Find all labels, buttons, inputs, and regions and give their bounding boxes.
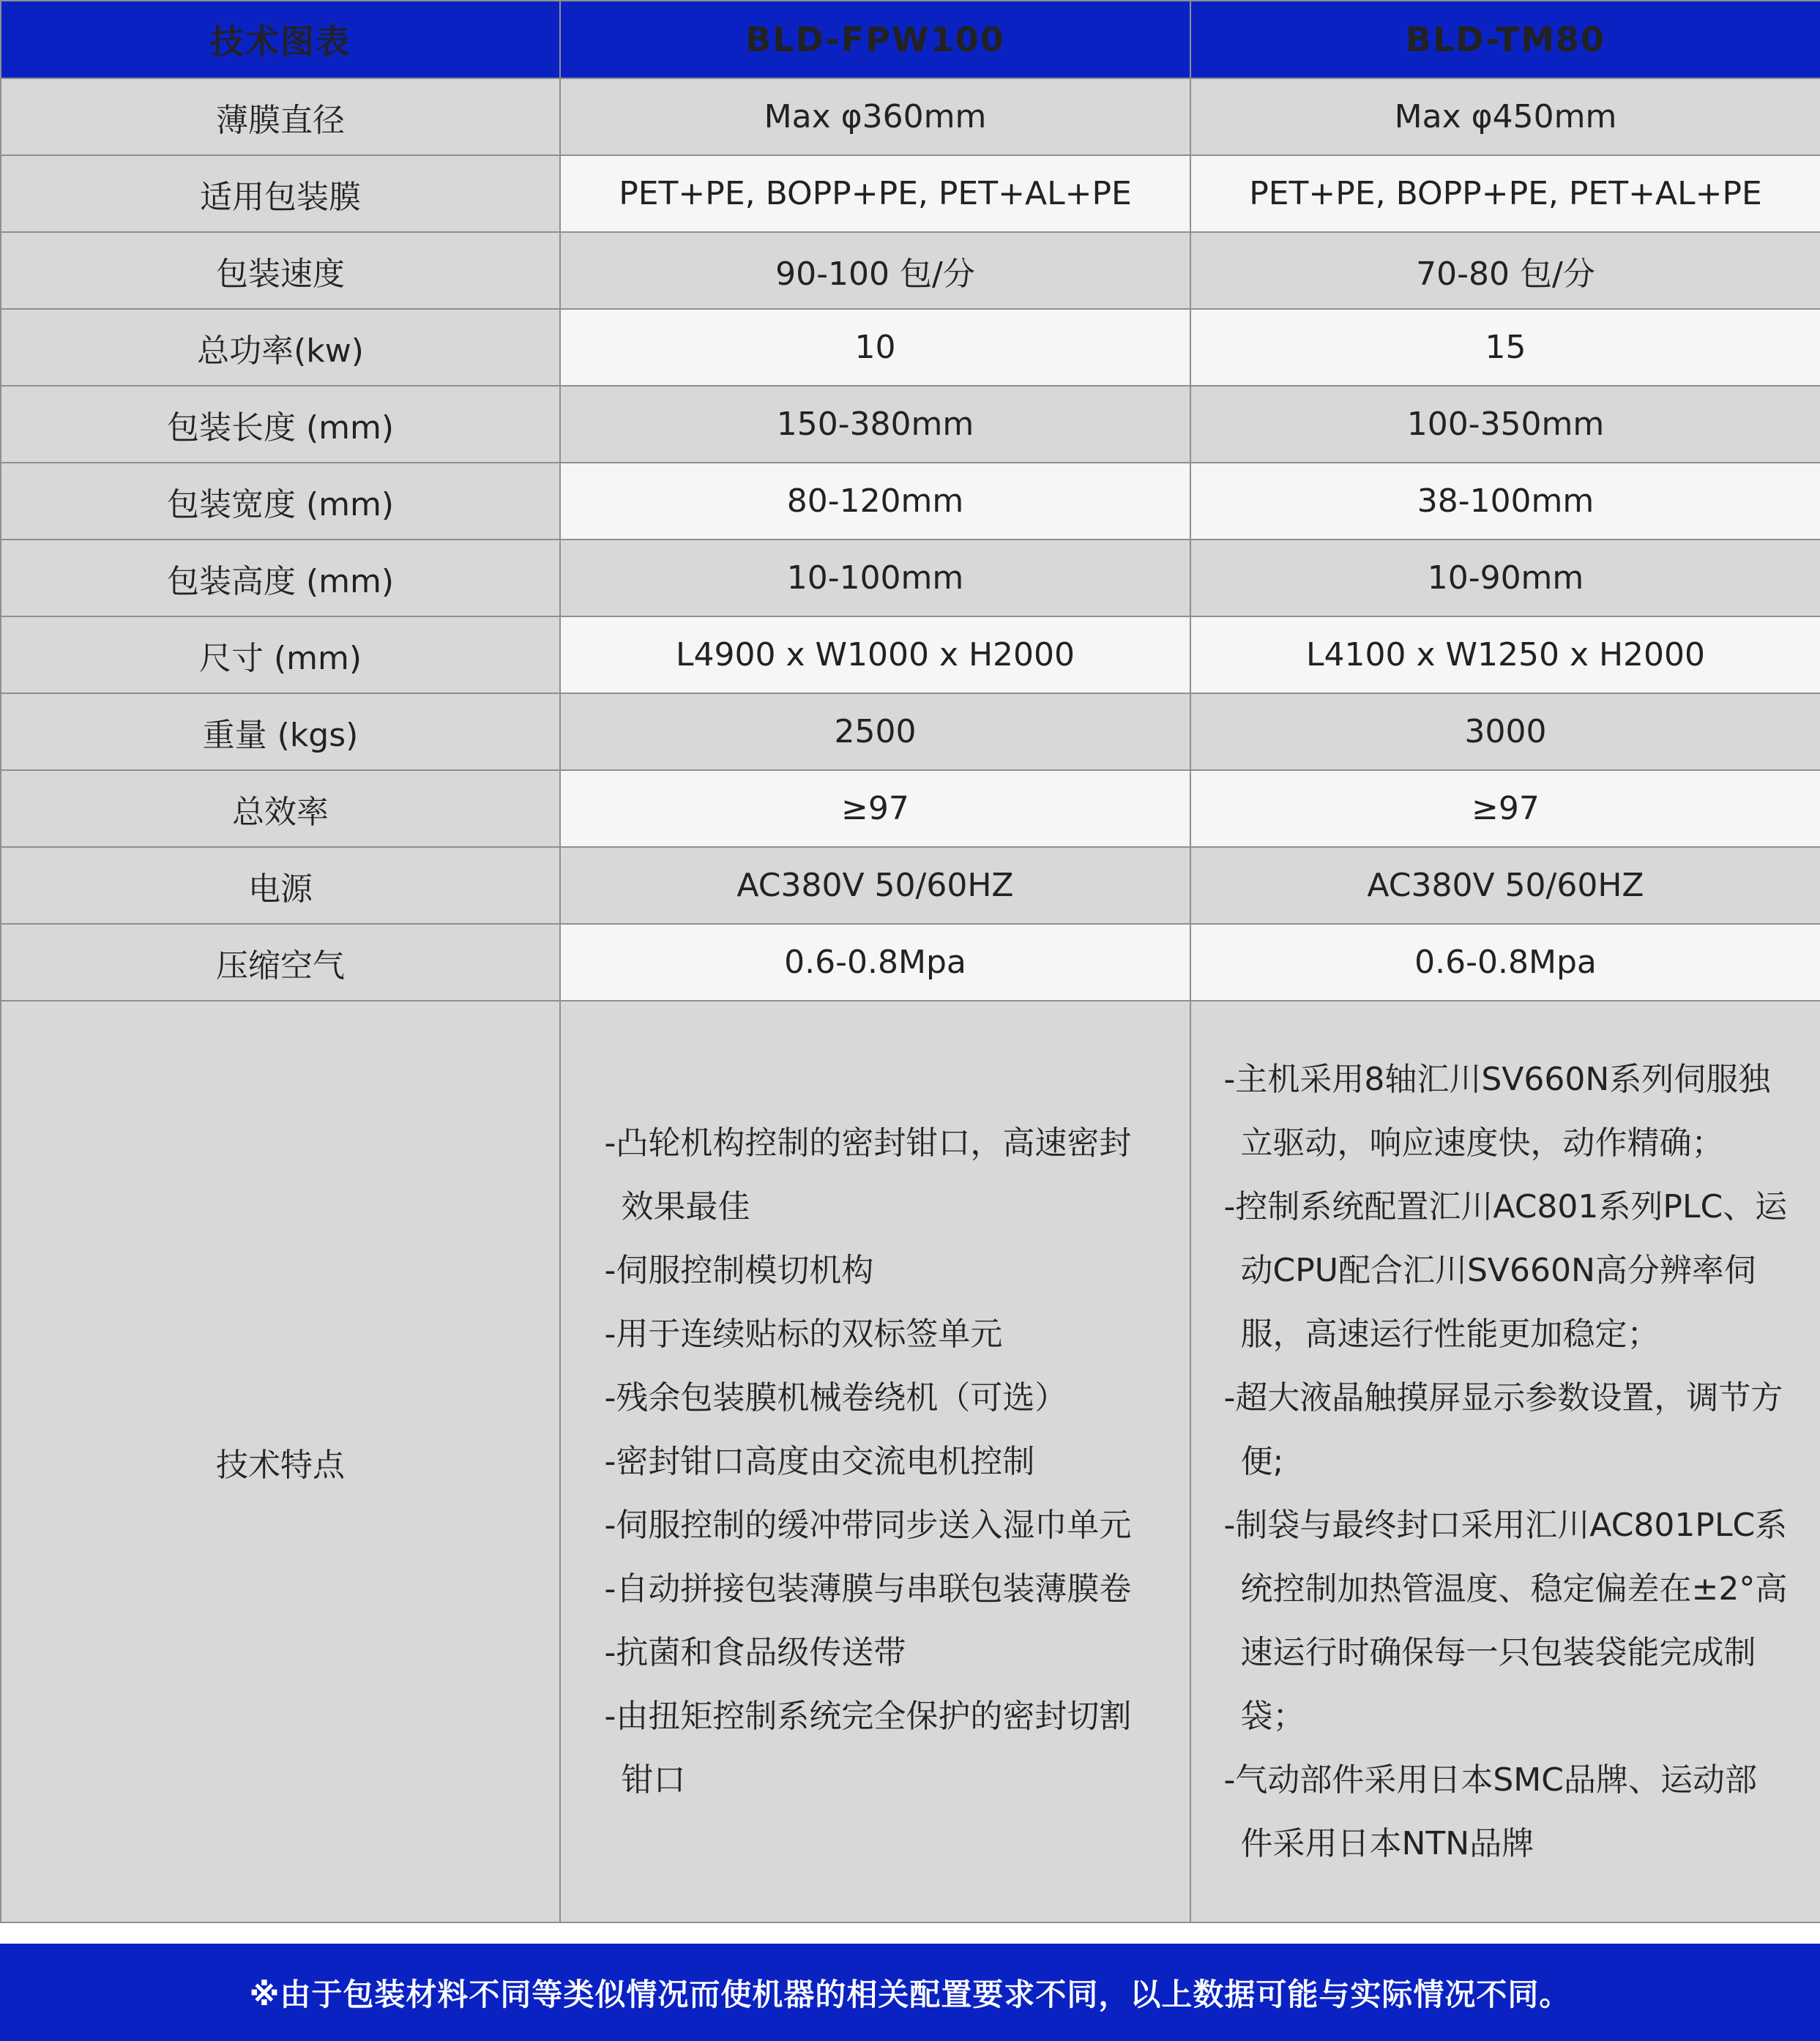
table-row-width (1, 463, 1820, 540)
value-fpw100: AC380V 50/60HZ (560, 847, 1190, 924)
features-list-tm80 (1224, 1048, 1788, 1876)
value-tm80: 0.6-0.8Mpa (1190, 924, 1820, 1001)
header-model-fpw100: BLD-FPW100 (560, 1, 1190, 78)
value-tm80: AC380V 50/60HZ (1190, 847, 1820, 924)
header-model-tm80: BLD-TM80 (1190, 1, 1820, 78)
value-tm80: 100-350mm (1190, 386, 1820, 463)
table-row-power-supply (1, 847, 1820, 924)
header-row (1, 1, 1820, 78)
feature-item: -伺服控制模切机构 (604, 1252, 874, 1289)
table-row-power (1, 309, 1820, 386)
value-fpw100: 10-100mm (560, 540, 1190, 616)
value-fpw100: 80-120mm (560, 463, 1190, 540)
row-label: 压缩空气 (1, 924, 560, 1001)
value-tm80: 15 (1190, 309, 1820, 386)
row-label: 总效率 (1, 770, 560, 847)
row-label: 包装宽度 (mm) (1, 463, 560, 540)
row-label: 适用包装膜 (1, 155, 560, 232)
feature-item: -气动部件采用日本SMC品牌、运动部件采用日本NTN品牌 (1223, 1761, 1757, 1862)
row-label: 包装长度 (mm) (1, 386, 560, 463)
table-row-height (1, 540, 1820, 616)
value-fpw100: 2500 (560, 693, 1190, 770)
feature-item: -超大液晶触摸屏显示参数设置，调节方便; (1223, 1379, 1783, 1480)
row-label: 重量 (kgs) (1, 693, 560, 770)
table-row-efficiency (1, 770, 1820, 847)
value-fpw100: 90-100 包/分 (560, 232, 1190, 309)
value-tm80: Max φ450mm (1190, 78, 1820, 155)
feature-item: -主机采用8轴汇川SV660N系列伺服独立驱动，响应速度快，动作精确； (1223, 1061, 1771, 1162)
table-row-film-types (1, 155, 1820, 232)
value-fpw100: L4900 x W1000 x H2000 (560, 616, 1190, 693)
value-tm80: 38-100mm (1190, 463, 1820, 540)
feature-item: -残余包装膜机械卷绕机（可选） (604, 1379, 1067, 1417)
table-row-length (1, 386, 1820, 463)
row-label: 尺寸 (mm) (1, 616, 560, 693)
table-row-compressed-air (1, 924, 1820, 1001)
feature-item: -密封钳口高度由交流电机控制 (604, 1443, 1035, 1480)
table-row-dimensions (1, 616, 1820, 693)
header-label-column: 技术图表 (1, 1, 560, 78)
row-label: 薄膜直径 (1, 78, 560, 155)
feature-item: -制袋与最终封口采用汇川AC801PLC系统控制加热管温度、稳定偏差在±2°高速运行时确保每一只包装袋能完成制袋； (1223, 1507, 1788, 1735)
row-label: 电源 (1, 847, 560, 924)
feature-item: -凸轮机构控制的密封钳口，高速密封效果最佳 (604, 1124, 1132, 1225)
feature-item: -抗菌和食品级传送带 (604, 1634, 906, 1671)
value-tm80: 70-80 包/分 (1190, 232, 1820, 309)
features-label: 技术特点 (1, 1001, 560, 1922)
features-list-fpw100 (605, 1111, 1146, 1812)
value-tm80: L4100 x W1250 x H2000 (1190, 616, 1820, 693)
feature-item: -由扭矩控制系统完全保护的密封切割钳口 (604, 1698, 1132, 1799)
value-tm80: 10-90mm (1190, 540, 1820, 616)
value-fpw100: 10 (560, 309, 1190, 386)
table-row-features (1, 1001, 1820, 1922)
value-tm80: PET+PE, BOPP+PE, PET+AL+PE (1190, 155, 1820, 232)
feature-item: -伺服控制的缓冲带同步送入湿巾单元 (604, 1507, 1132, 1544)
footer-note: ※由于包装材料不同等类似情况而使机器的相关配置要求不同，以上数据可能与实际情况不同。 (0, 1944, 1820, 2041)
feature-item: -用于连续贴标的双标签单元 (604, 1316, 1003, 1353)
value-fpw100: Max φ360mm (560, 78, 1190, 155)
table-row-film-diameter (1, 78, 1820, 155)
value-fpw100: ≥97 (560, 770, 1190, 847)
row-label: 总功率(kw) (1, 309, 560, 386)
value-tm80: 3000 (1190, 693, 1820, 770)
features-fpw100 (560, 1001, 1190, 1922)
value-fpw100: 0.6-0.8Mpa (560, 924, 1190, 1001)
row-label: 包装高度 (mm) (1, 540, 560, 616)
feature-item: -自动拼接包装薄膜与串联包装薄膜卷 (604, 1570, 1132, 1608)
row-label: 包装速度 (1, 232, 560, 309)
value-fpw100: PET+PE, BOPP+PE, PET+AL+PE (560, 155, 1190, 232)
features-tm80 (1190, 1001, 1820, 1922)
feature-item: -控制系统配置汇川AC801系列PLC、运动CPU配合汇川SV660N高分辨率伺服，高速运行性能更加稳定； (1223, 1188, 1788, 1353)
table-row-speed (1, 232, 1820, 309)
value-fpw100: 150-380mm (560, 386, 1190, 463)
value-tm80: ≥97 (1190, 770, 1820, 847)
table-row-weight (1, 693, 1820, 770)
